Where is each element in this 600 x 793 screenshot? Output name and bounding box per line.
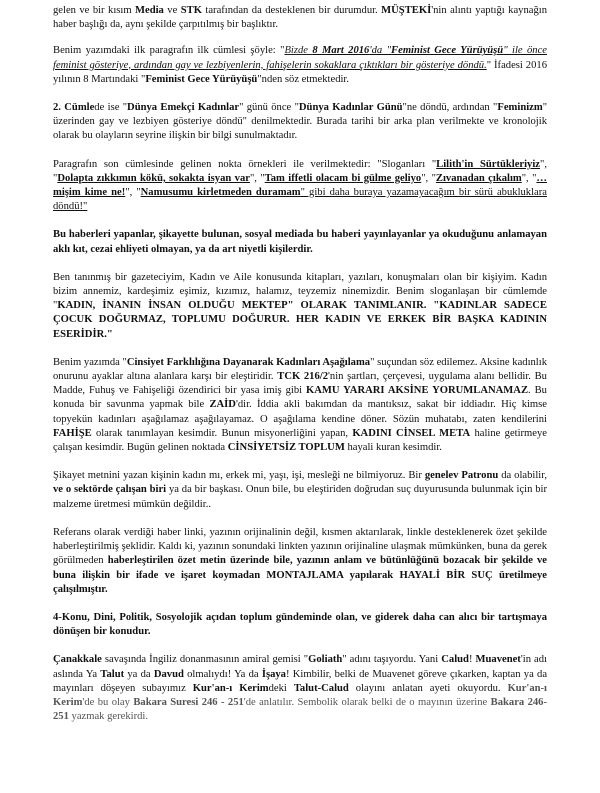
- paragraph-4: Paragrafın son cümlesinde gelinen nokta örnekleri ile verilmektedir: "Sloganları "Lilith'in Sürtükleriyiz", "Dolapta zıkkımın kökü, sokakta isyan var", "Tam iffetli olacam bi gülme geliyo", "Zıvanadan çıkalım", "…mişim kime ne!", "Namusumu kirletmeden duramam" gibi daha buraya yazamayacağım bir sürü abukluklara döndü!": [53, 158, 548, 213]
- paragraph-10: 4-Konu, Dini, Politik, Sosyolojik açıdan toplum gündeminde olan, ve giderek daha can alıcı bir tartışmaya dönüşen bir konudur.: [53, 611, 547, 638]
- paragraph-8: Şikayet metnini yazan kişinin kadın mı, erkek mi, yaşı, işi, mesleği ne bilmiyoruz. Bir genelev Patronu da olabilir, ve o sektörde çalışan biri ya da bir başkası. Onun bile, bu eleştiriden doğrudan suç duyurusunda bulunmak için bir malzeme üretmesi mümkün değildir..: [53, 470, 547, 510]
- paragraph-2: Benim yazımdaki ilk paragrafın ilk cümlesi şöyle: "Bizde 8 Mart 2016'da "Feminist Gece Yürüyüşü" ile önce feminist gösteriye, ardından gay ve lezbiyenlerin, fahişelerin sokaklara çıktıkları bir gösteriye döndü." İfadesi 2016 yılının 8 Martındaki "Feminist Gece Yürüyüşü"nden söz etmektedir.: [53, 45, 547, 85]
- paragraph-7: Benim yazımda "Cinsiyet Farklılığına Dayanarak Kadınları Aşağılama" suçundan söz edilemez. Aksine kadınlık onurunu ayaklar altına alanlara karşı bir eleştiridir. TCK 216/2'nin şartları, çerçevesi, uygulama alanı bellidir. Bu Madde, Fuhuş ve Fahişeliği özendirici bir yasa imiş gibi KAMU YARARI AKSİNE YORUMLANAMAZ. Bu konuda bir savunma yapmak bile ZAİD'dir. İddia akli bakımdan da mantıksız, sakat bir iddiadır. Hiç kimse topyekün kadınları aşağılamaz aşağılayamaz. O aşağılama kendine döner. Sözün muhatabı, zaten kendilerini FAHİŞE olarak tanımlayan kesimdir. Bunun misyonerliğini yapan, KADINI CİNSEL META haline getirmeye çalışan kesimdir. Bugün gelinen noktada CİNSİYETSİZ TOPLUM hayali kuran kesimdir.: [53, 356, 547, 454]
- paragraph-1: gelen ve bir kısım Media ve STK tarafından da desteklenen bir durumdur. MÜŞTEKİ'nin alıntı yaptığı kaynağın haber başlığı da, aynı şekilde çarpıtılmış bir başlıktır.: [53, 5, 547, 31]
- paragraph-3: 2. Cümlede ise "Dünya Emekçi Kadınlar" günü önce "Dünya Kadınlar Günü"ne döndü, ardından "Feminizm" üzerinden gay ve lezbiyen gösteriye döndü" denilmektedir. Burada tarihi bir arka plan verilmekte ve kronolojik olarak bu olayların seyrine ilişkin bir bilgi sunulmaktadır.: [53, 102, 548, 142]
- paragraph-9: Referans olarak verdiği haber linki, yazının orijinalinin değil, kısmen aktarılarak, linkle desteklenerek özet şekilde haberleştirilmiş şeklidir. Kaldı ki, yazının sonundaki linkten yazının orijinaline ulaşmak mümkünken, buna da gerek görülmeden haberleştirilen özet metin üzerinde bile, yazının anlam ve bütünlüğünü bozacak bir şekilde ve buna ilişkin bir ifade ve işaret koymadan MONTAJLAMA yapılarak HAYALİ BİR SUÇ üretilmeye çalışılmıştır.: [53, 526, 547, 595]
- paragraph-5: Bu haberleri yapanlar, şikayette bulunan, sosyal mediada bu haberi yayınlayanlar ya okuduğunu anlamayan aklı kıt, cezai ehliyeti olmayan, ya da art niyetli kişilerdir.: [53, 229, 547, 255]
- paragraph-11: Çanakkale savaşında İngiliz donanmasının amiral gemisi "Goliath" adını taşıyordu. Yani Calud! Muavenet'in adı aslında Ya Talut ya da Davud olmalıydı! Ya da İşaya! Kimbilir, belki de Muavenet göreve çıkarken, kaptan ya da mayınları döşeyen subayımız Kur'an-ı Kerimdeki Talut-Calud olayını anlatan ayeti okuyordu. Kur'an-ı Kerim'de bu olay Bakara Suresi 246 - 251'de anlatılır. Sembolik olarak belki de o mayının üzerine Bakara 246-251 yazmak gerekirdi.: [53, 654, 548, 723]
- paragraph-6: Ben tanınmış bir gazeteciyim, Kadın ve Aile konusunda kitapları, yazıları, konuşmaları olan bir kişiyim. Kadın bizim annemiz, kardeşimiz eşimiz, kızımız, halamız, teyzemiz ninemizdir. Benim sloganlaşan bir cümlemde "KADIN, İNANIN İNSAN OLDUĞU MEKTEP" OLARAK TANIMLANIR. "KADINLAR SADECE ÇOCUK DOĞURMAZ, TOPLUMU DOĞURUR. HER KADIN VE ERKEK BİR BAŞKA KADININ ESERİDİR.": [53, 271, 547, 340]
